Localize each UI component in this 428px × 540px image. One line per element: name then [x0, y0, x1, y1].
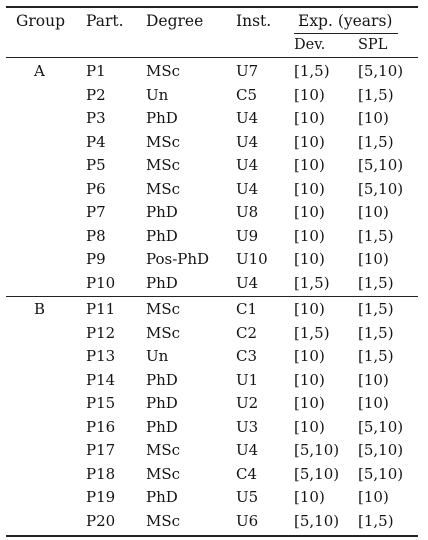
degree-value: PhD	[146, 109, 178, 127]
spl-experience-value: [1,5)	[358, 511, 394, 530]
spl-experience-value: [1,5)	[358, 273, 394, 292]
degree-value: PhD	[146, 370, 178, 389]
dev-experience-value: [10)	[294, 85, 325, 104]
institution-value: U4	[236, 132, 259, 151]
degree-value: PhD	[146, 273, 178, 292]
degree-value: Un	[146, 85, 169, 104]
header-dev: Dev.	[294, 37, 326, 53]
header-group: Group	[16, 12, 66, 30]
participant-id: P13	[86, 347, 116, 365]
institution-value: U4	[236, 179, 259, 198]
degree-value: MSc	[146, 179, 181, 198]
header-inst: Inst.	[236, 12, 272, 30]
spl-experience-value: [1,5)	[358, 226, 394, 245]
spl-experience-value: [5,10)	[358, 417, 404, 436]
spl-experience-value: [5,10)	[358, 441, 404, 459]
dev-experience-value: [10)	[294, 300, 325, 318]
dev-experience-value: [5,10)	[294, 464, 340, 483]
dev-experience-value: [10)	[294, 394, 325, 412]
dev-experience-value: [10)	[294, 179, 325, 198]
institution-value: U6	[236, 511, 259, 530]
degree-value: Pos-PhD	[146, 250, 210, 268]
participant-id: P19	[86, 488, 116, 506]
participant-id: P12	[86, 323, 116, 342]
degree-value: PhD	[146, 394, 178, 412]
dev-experience-value: [10)	[294, 132, 325, 151]
degree-value: MSc	[146, 441, 181, 459]
institution-value: U4	[236, 441, 259, 459]
spl-experience-value: [10)	[358, 370, 389, 389]
institution-value: U8	[236, 203, 259, 221]
spl-experience-value: [10)	[358, 203, 389, 221]
institution-value: U4	[236, 109, 259, 127]
participant-id: P1	[86, 62, 106, 80]
degree-value: MSc	[146, 323, 181, 342]
dev-experience-value: [1,5)	[294, 62, 330, 80]
spl-experience-value: [1,5)	[358, 85, 394, 104]
spl-experience-value: [5,10)	[358, 156, 404, 174]
institution-value: C3	[236, 347, 258, 365]
institution-value: C5	[236, 85, 258, 104]
participant-id: P15	[86, 394, 116, 412]
spl-experience-value: [1,5)	[358, 323, 394, 342]
participant-id: P10	[86, 273, 116, 292]
institution-value: U4	[236, 156, 259, 174]
spl-experience-value: [1,5)	[358, 132, 394, 151]
participant-id: P18	[86, 464, 116, 483]
institution-value: U5	[236, 488, 259, 506]
degree-value: MSc	[146, 156, 181, 174]
participant-id: P9	[86, 250, 106, 268]
institution-value: U9	[236, 226, 259, 245]
spl-experience-value: [5,10)	[358, 179, 404, 198]
participant-id: P16	[86, 417, 116, 436]
participant-id: P6	[86, 179, 106, 198]
spl-experience-value: [1,5)	[358, 347, 394, 365]
participant-id: P7	[86, 203, 106, 221]
degree-value: MSc	[146, 132, 181, 151]
institution-value: C2	[236, 323, 258, 342]
header-part: Part.	[86, 12, 124, 30]
spl-experience-value: [1,5)	[358, 300, 394, 318]
spl-experience-value: [10)	[358, 109, 389, 127]
header-rule	[6, 57, 418, 58]
institution-value: U10	[236, 250, 268, 268]
header-degree: Degree	[146, 12, 204, 30]
dev-experience-value: [10)	[294, 370, 325, 389]
participant-id: P4	[86, 132, 106, 151]
spl-experience-value: [5,10)	[358, 464, 404, 483]
dev-experience-value: [1,5)	[294, 323, 330, 342]
participant-id: P2	[86, 85, 106, 104]
participant-id: P11	[86, 300, 116, 318]
degree-value: MSc	[146, 62, 181, 80]
participant-id: P17	[86, 441, 116, 459]
dev-experience-value: [10)	[294, 250, 325, 268]
header-exp: Exp. (years)	[298, 12, 393, 30]
participant-id: P8	[86, 226, 106, 245]
header-spl: SPL	[358, 37, 388, 53]
dev-experience-value: [5,10)	[294, 511, 340, 530]
dev-experience-value: [10)	[294, 417, 325, 436]
degree-value: Un	[146, 347, 169, 365]
dev-experience-value: [10)	[294, 109, 325, 127]
dev-experience-value: [5,10)	[294, 441, 340, 459]
spl-experience-value: [10)	[358, 394, 389, 412]
institution-value: U3	[236, 417, 259, 436]
degree-value: MSc	[146, 511, 181, 530]
spl-experience-value: [10)	[358, 488, 389, 506]
spl-experience-value: [10)	[358, 250, 389, 268]
group-label: A	[34, 62, 45, 80]
dev-experience-value: [10)	[294, 156, 325, 174]
institution-value: C4	[236, 464, 258, 483]
bottom-rule	[6, 535, 418, 537]
spl-experience-value: [5,10)	[358, 62, 404, 80]
group-label: B	[34, 300, 46, 318]
dev-experience-value: [10)	[294, 488, 325, 506]
top-rule	[6, 6, 418, 8]
institution-value: C1	[236, 300, 258, 318]
dev-experience-value: [1,5)	[294, 273, 330, 292]
institution-value: U7	[236, 62, 259, 80]
dev-experience-value: [10)	[294, 203, 325, 221]
institution-value: U2	[236, 394, 259, 412]
participant-id: P5	[86, 156, 106, 174]
degree-value: PhD	[146, 203, 178, 221]
degree-value: PhD	[146, 417, 178, 436]
dev-experience-value: [10)	[294, 347, 325, 365]
participant-id: P20	[86, 511, 116, 530]
participant-id: P3	[86, 109, 106, 127]
degree-value: PhD	[146, 488, 178, 506]
institution-value: U4	[236, 273, 259, 292]
degree-value: PhD	[146, 226, 178, 245]
degree-value: MSc	[146, 300, 181, 318]
institution-value: U1	[236, 370, 259, 389]
dev-experience-value: [10)	[294, 226, 325, 245]
degree-value: MSc	[146, 464, 181, 483]
group-separator-rule	[6, 296, 418, 297]
participant-id: P14	[86, 370, 116, 389]
